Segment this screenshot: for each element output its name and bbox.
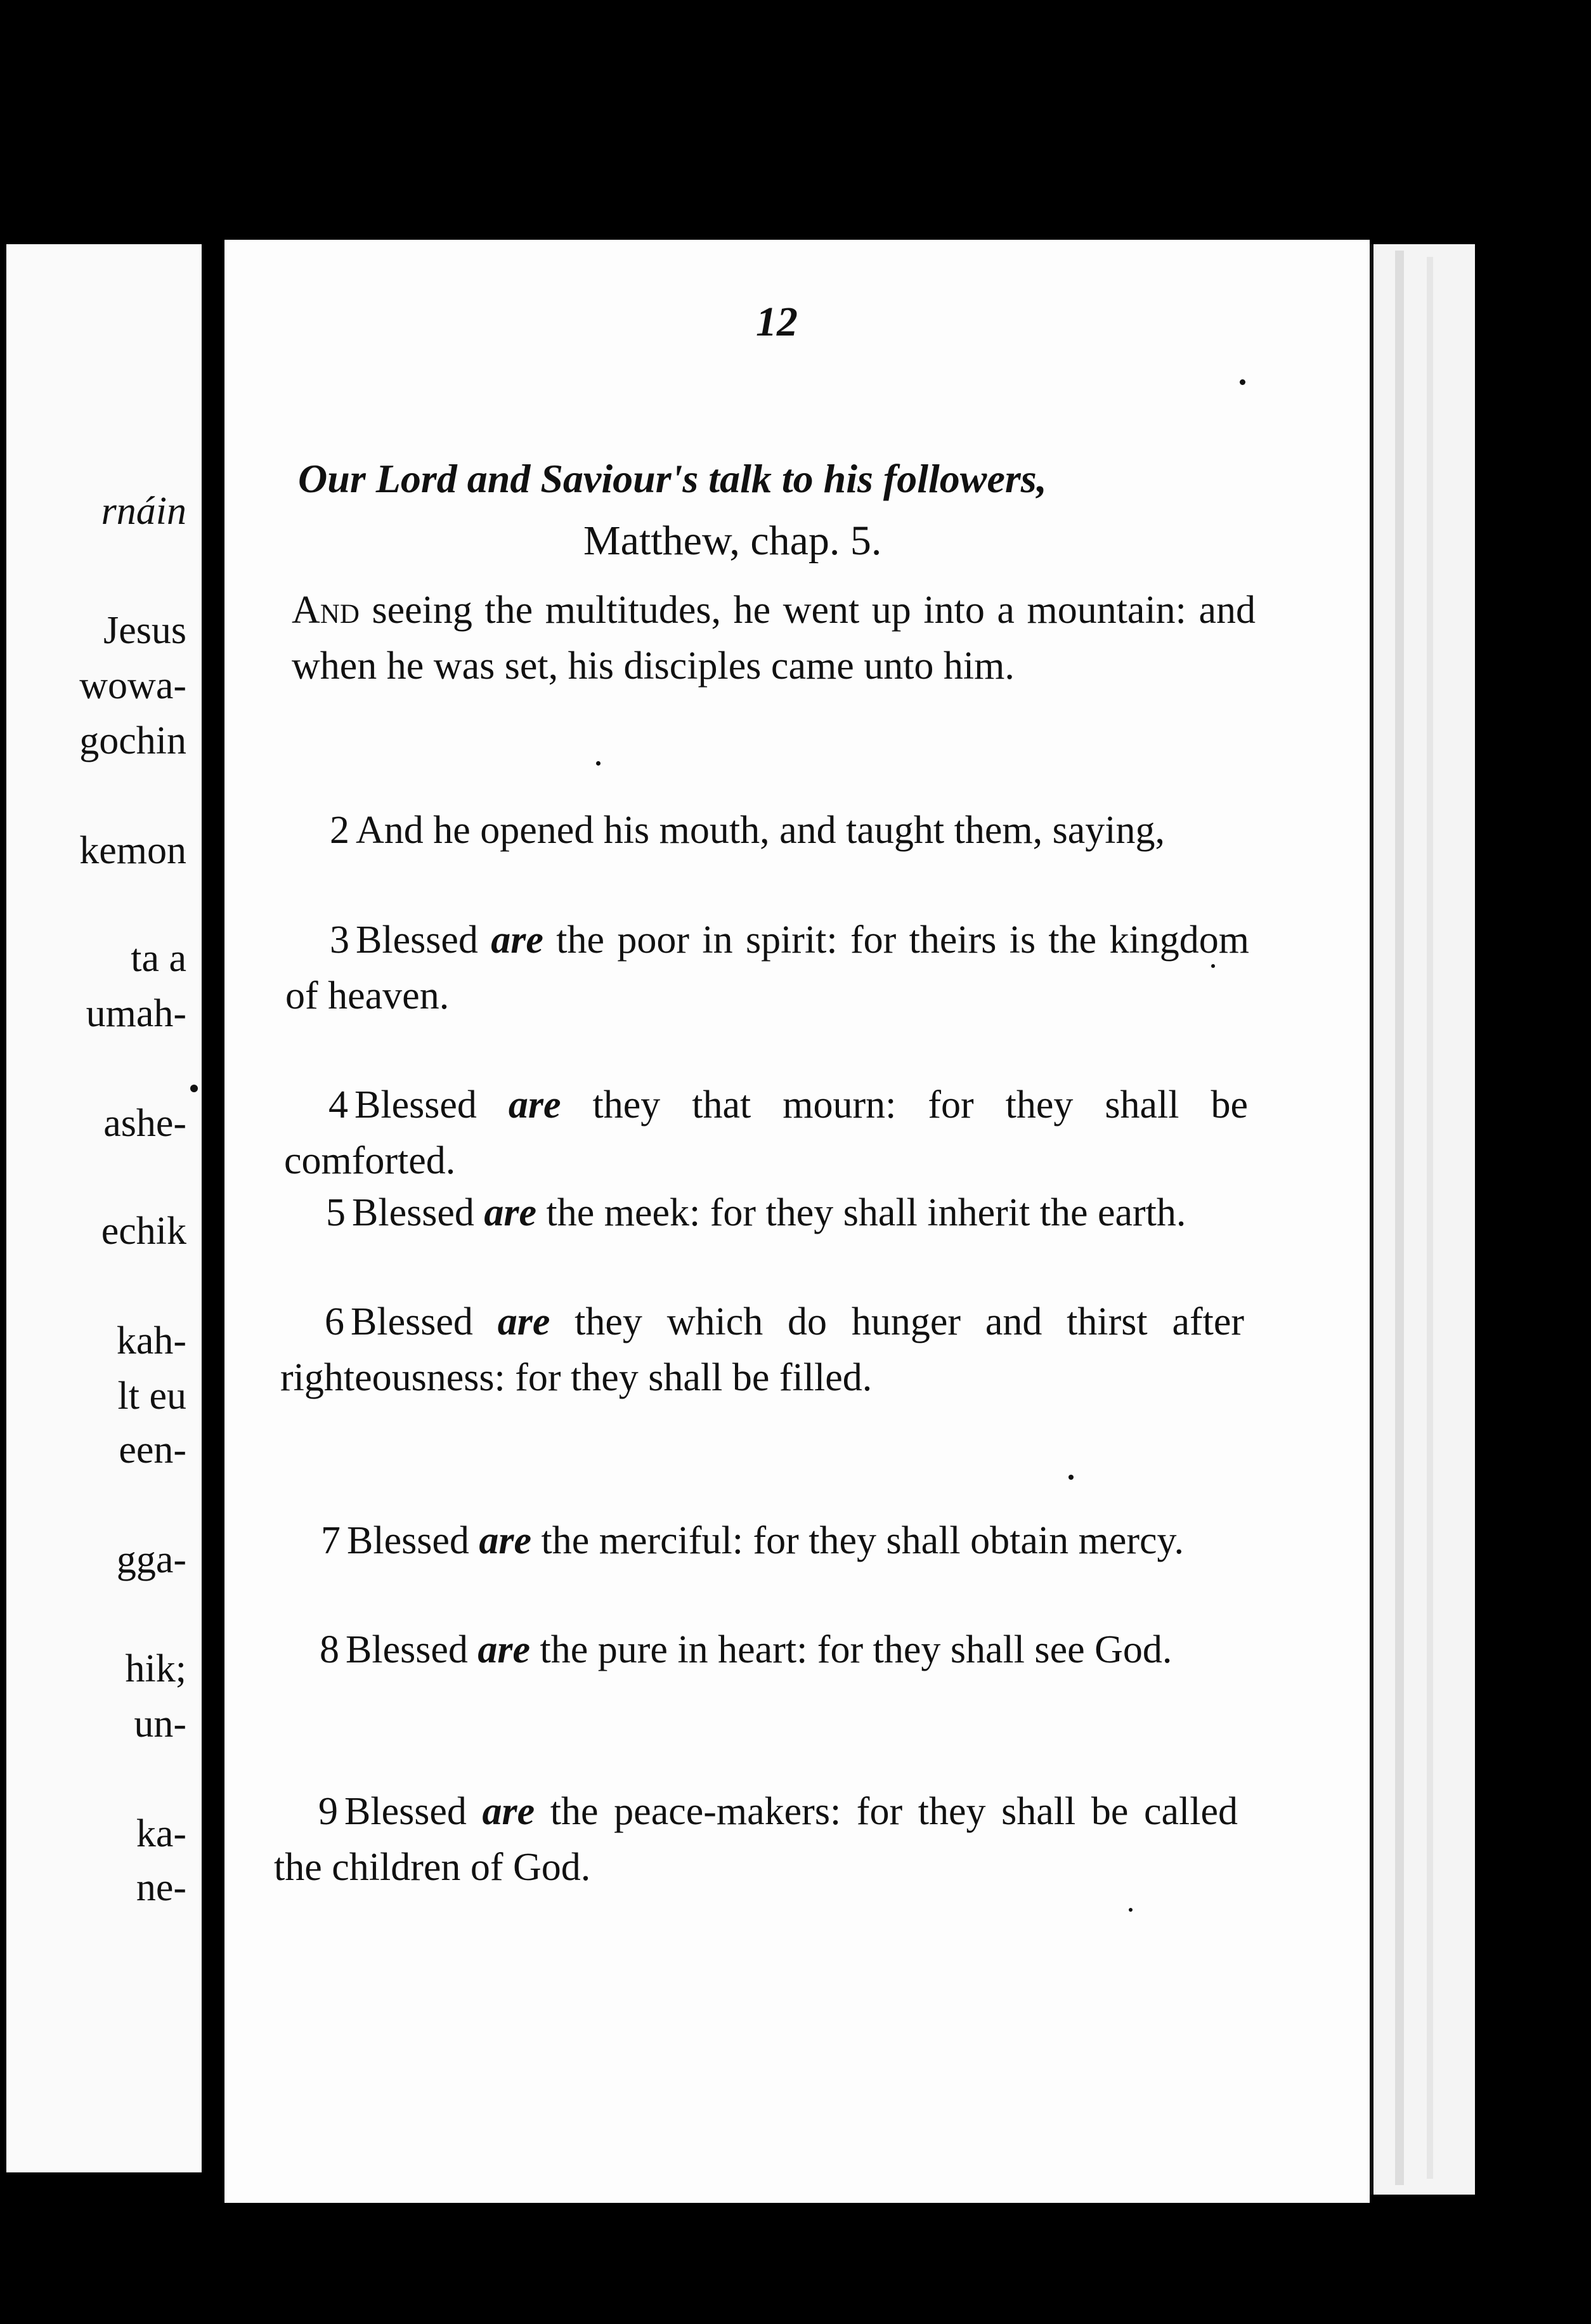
verse-3 xyxy=(285,912,1249,1024)
chapter-reference: Matthew, chap. 5. xyxy=(583,518,882,564)
verse-emphasis: are xyxy=(479,1519,532,1562)
scan-speck xyxy=(190,1085,198,1092)
verse-emphasis: are xyxy=(484,1191,537,1234)
verse-text: the merciful: for they shall obtain mercy. xyxy=(531,1519,1184,1562)
chapter-title: Our Lord and Saviour's talk to his followers, xyxy=(298,456,1047,501)
page-edge xyxy=(1370,244,1475,2195)
scan-speck xyxy=(1129,1908,1133,1912)
verse-text: the pure in heart: for they shall see God. xyxy=(530,1628,1172,1671)
left-page-line: ne- xyxy=(136,1866,186,1909)
verse-emphasis: are xyxy=(497,1300,550,1343)
left-page-line: een- xyxy=(119,1428,186,1472)
verse-first-word: And xyxy=(292,589,360,632)
left-page-line: hik; xyxy=(125,1647,186,1690)
verse-9 xyxy=(274,1784,1238,1895)
scan-speck xyxy=(1211,964,1215,968)
left-page-line: ashe- xyxy=(103,1102,186,1145)
scan-speck xyxy=(1240,379,1245,385)
verse-5 xyxy=(282,1185,1245,1241)
left-page-line: umah- xyxy=(86,992,186,1035)
verse-6 xyxy=(280,1294,1244,1406)
verse-1 xyxy=(292,582,1256,694)
verse-emphasis: are xyxy=(482,1790,535,1833)
left-page-line: un- xyxy=(134,1702,186,1746)
left-page-line: gochin xyxy=(79,719,186,762)
verse-number: 3 xyxy=(330,918,349,962)
left-page-line: wowa- xyxy=(79,664,186,707)
verse-number: 6 xyxy=(325,1300,344,1343)
verse-text: Blessed xyxy=(356,918,491,962)
scan-speck xyxy=(596,761,601,766)
left-facing-page xyxy=(6,244,202,2172)
verse-emphasis: are xyxy=(477,1628,531,1671)
verse-text: the meek: for they shall inherit the earth. xyxy=(536,1191,1186,1234)
left-page-line: kemon xyxy=(79,829,186,872)
verse-7 xyxy=(276,1513,1240,1569)
verse-text: Blessed xyxy=(346,1628,478,1671)
page-number: 12 xyxy=(756,299,798,345)
verse-number: 9 xyxy=(318,1790,338,1833)
verse-text: And he opened his mouth, and taught them, saying, xyxy=(356,809,1165,852)
verse-8 xyxy=(275,1622,1239,1678)
verse-emphasis: are xyxy=(491,918,543,962)
left-page-line: ta a xyxy=(131,937,186,980)
left-page-line: ka- xyxy=(136,1812,186,1855)
left-page-line: echik xyxy=(101,1210,186,1253)
verse-text: Blessed xyxy=(344,1790,483,1833)
left-page-line: gga- xyxy=(116,1538,186,1581)
left-page-line: Jesus xyxy=(103,609,186,652)
book-gutter xyxy=(202,244,224,2172)
page-edge-line xyxy=(1427,257,1433,2179)
scan-speck xyxy=(1068,1475,1074,1480)
left-page-line: lt eu xyxy=(117,1374,186,1418)
verse-text: Blessed xyxy=(351,1300,498,1343)
verse-number: 4 xyxy=(328,1083,348,1126)
verse-text: Blessed xyxy=(347,1519,479,1562)
verse-number: 8 xyxy=(320,1628,339,1671)
verse-text: the peace-makers: for they shall be called the children of God. xyxy=(274,1790,1238,1889)
verse-text: the poor in spirit: for theirs is the kingdom of heaven. xyxy=(285,918,1249,1017)
verse-4 xyxy=(284,1077,1248,1189)
verse-emphasis: are xyxy=(508,1083,561,1126)
verse-text: Blessed xyxy=(354,1083,509,1126)
left-page-line: rnáin xyxy=(101,490,186,533)
verse-text: Blessed xyxy=(352,1191,484,1234)
verse-number: 2 xyxy=(330,809,349,852)
verse-number: 5 xyxy=(326,1191,346,1234)
verse-text: they which do hunger and thirst after righteousness: for they shall be filled. xyxy=(280,1300,1244,1399)
page-edge-line xyxy=(1395,251,1404,2185)
left-page-line: kah- xyxy=(116,1319,186,1362)
verse-number: 7 xyxy=(321,1519,341,1562)
verse-2 xyxy=(285,802,1249,858)
verse-text: they that mourn: for they shall be comforted. xyxy=(284,1083,1248,1182)
verse-text: seeing the multitudes, he went up into a mountain: and when he was set, his disciples came unto him. xyxy=(292,589,1256,688)
